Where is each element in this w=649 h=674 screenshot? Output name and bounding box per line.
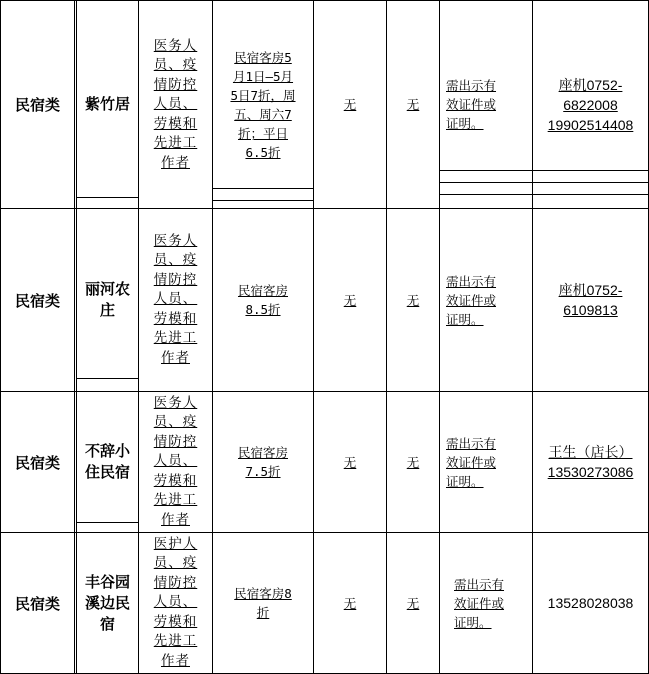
row4-contact: 13528028038 xyxy=(547,595,634,611)
row4-name: 丰谷园 溪边民 宿 xyxy=(84,572,130,633)
row2-category: 民宿类 xyxy=(14,291,60,310)
row4-category: 民宿类 xyxy=(14,594,60,613)
row1-col5: 无 xyxy=(343,97,357,112)
row4-target: 医护人 员、疫 情防控 人员、 劳模和 先进工 作者 xyxy=(153,535,198,669)
row3-col6: 无 xyxy=(406,454,420,470)
row1-offer: 民宿客房5 月1日—5月 5日7折，周 五、周六7 折；平日 6.5折 xyxy=(230,50,296,160)
row2-contact: 座机0752- 6109813 xyxy=(558,282,623,318)
row1-col6: 无 xyxy=(406,97,420,112)
row3-offer: 民宿客房 7.5折 xyxy=(237,445,288,479)
row1-target: 医务人 员、疫 情防控 人员、 劳模和 先进工 作者 xyxy=(153,37,198,171)
row1-contact: 座机0752- 6822008 19902514408 xyxy=(547,76,634,133)
row4-requirement: 需出示有 效证件或 证明。 xyxy=(454,576,505,630)
row3-target: 医务人 员、疫 情防控 人员、 劳模和 先进工 作者 xyxy=(153,394,198,528)
row3-col5: 无 xyxy=(343,454,357,470)
row3-category: 民宿类 xyxy=(14,453,60,472)
row1-requirement: 需出示有 效证件或 证明。 xyxy=(446,78,497,131)
row2-col6: 无 xyxy=(406,292,420,308)
row1-category: 民宿类 xyxy=(14,96,60,114)
row3-contact: 王生（店长） 13530273086 xyxy=(547,444,634,480)
row4-col6: 无 xyxy=(406,595,420,611)
row2-requirement: 需出示有 效证件或 证明。 xyxy=(446,273,497,327)
row1-name: 紫竹居 xyxy=(84,95,130,113)
row3-name: 不辞小 住民宿 xyxy=(84,442,130,481)
row4-offer: 民宿客房8 折 xyxy=(234,586,292,620)
row2-col5: 无 xyxy=(343,292,357,308)
row3-requirement: 需出示有 效证件或 证明。 xyxy=(446,435,497,489)
row2-name: 丽河农 庄 xyxy=(84,280,130,319)
row2-offer: 民宿客房 8.5折 xyxy=(237,283,288,317)
row2-target: 医务人 员、疫 情防控 人员、 劳模和 先进工 作者 xyxy=(153,232,198,366)
row4-col5: 无 xyxy=(343,595,357,611)
